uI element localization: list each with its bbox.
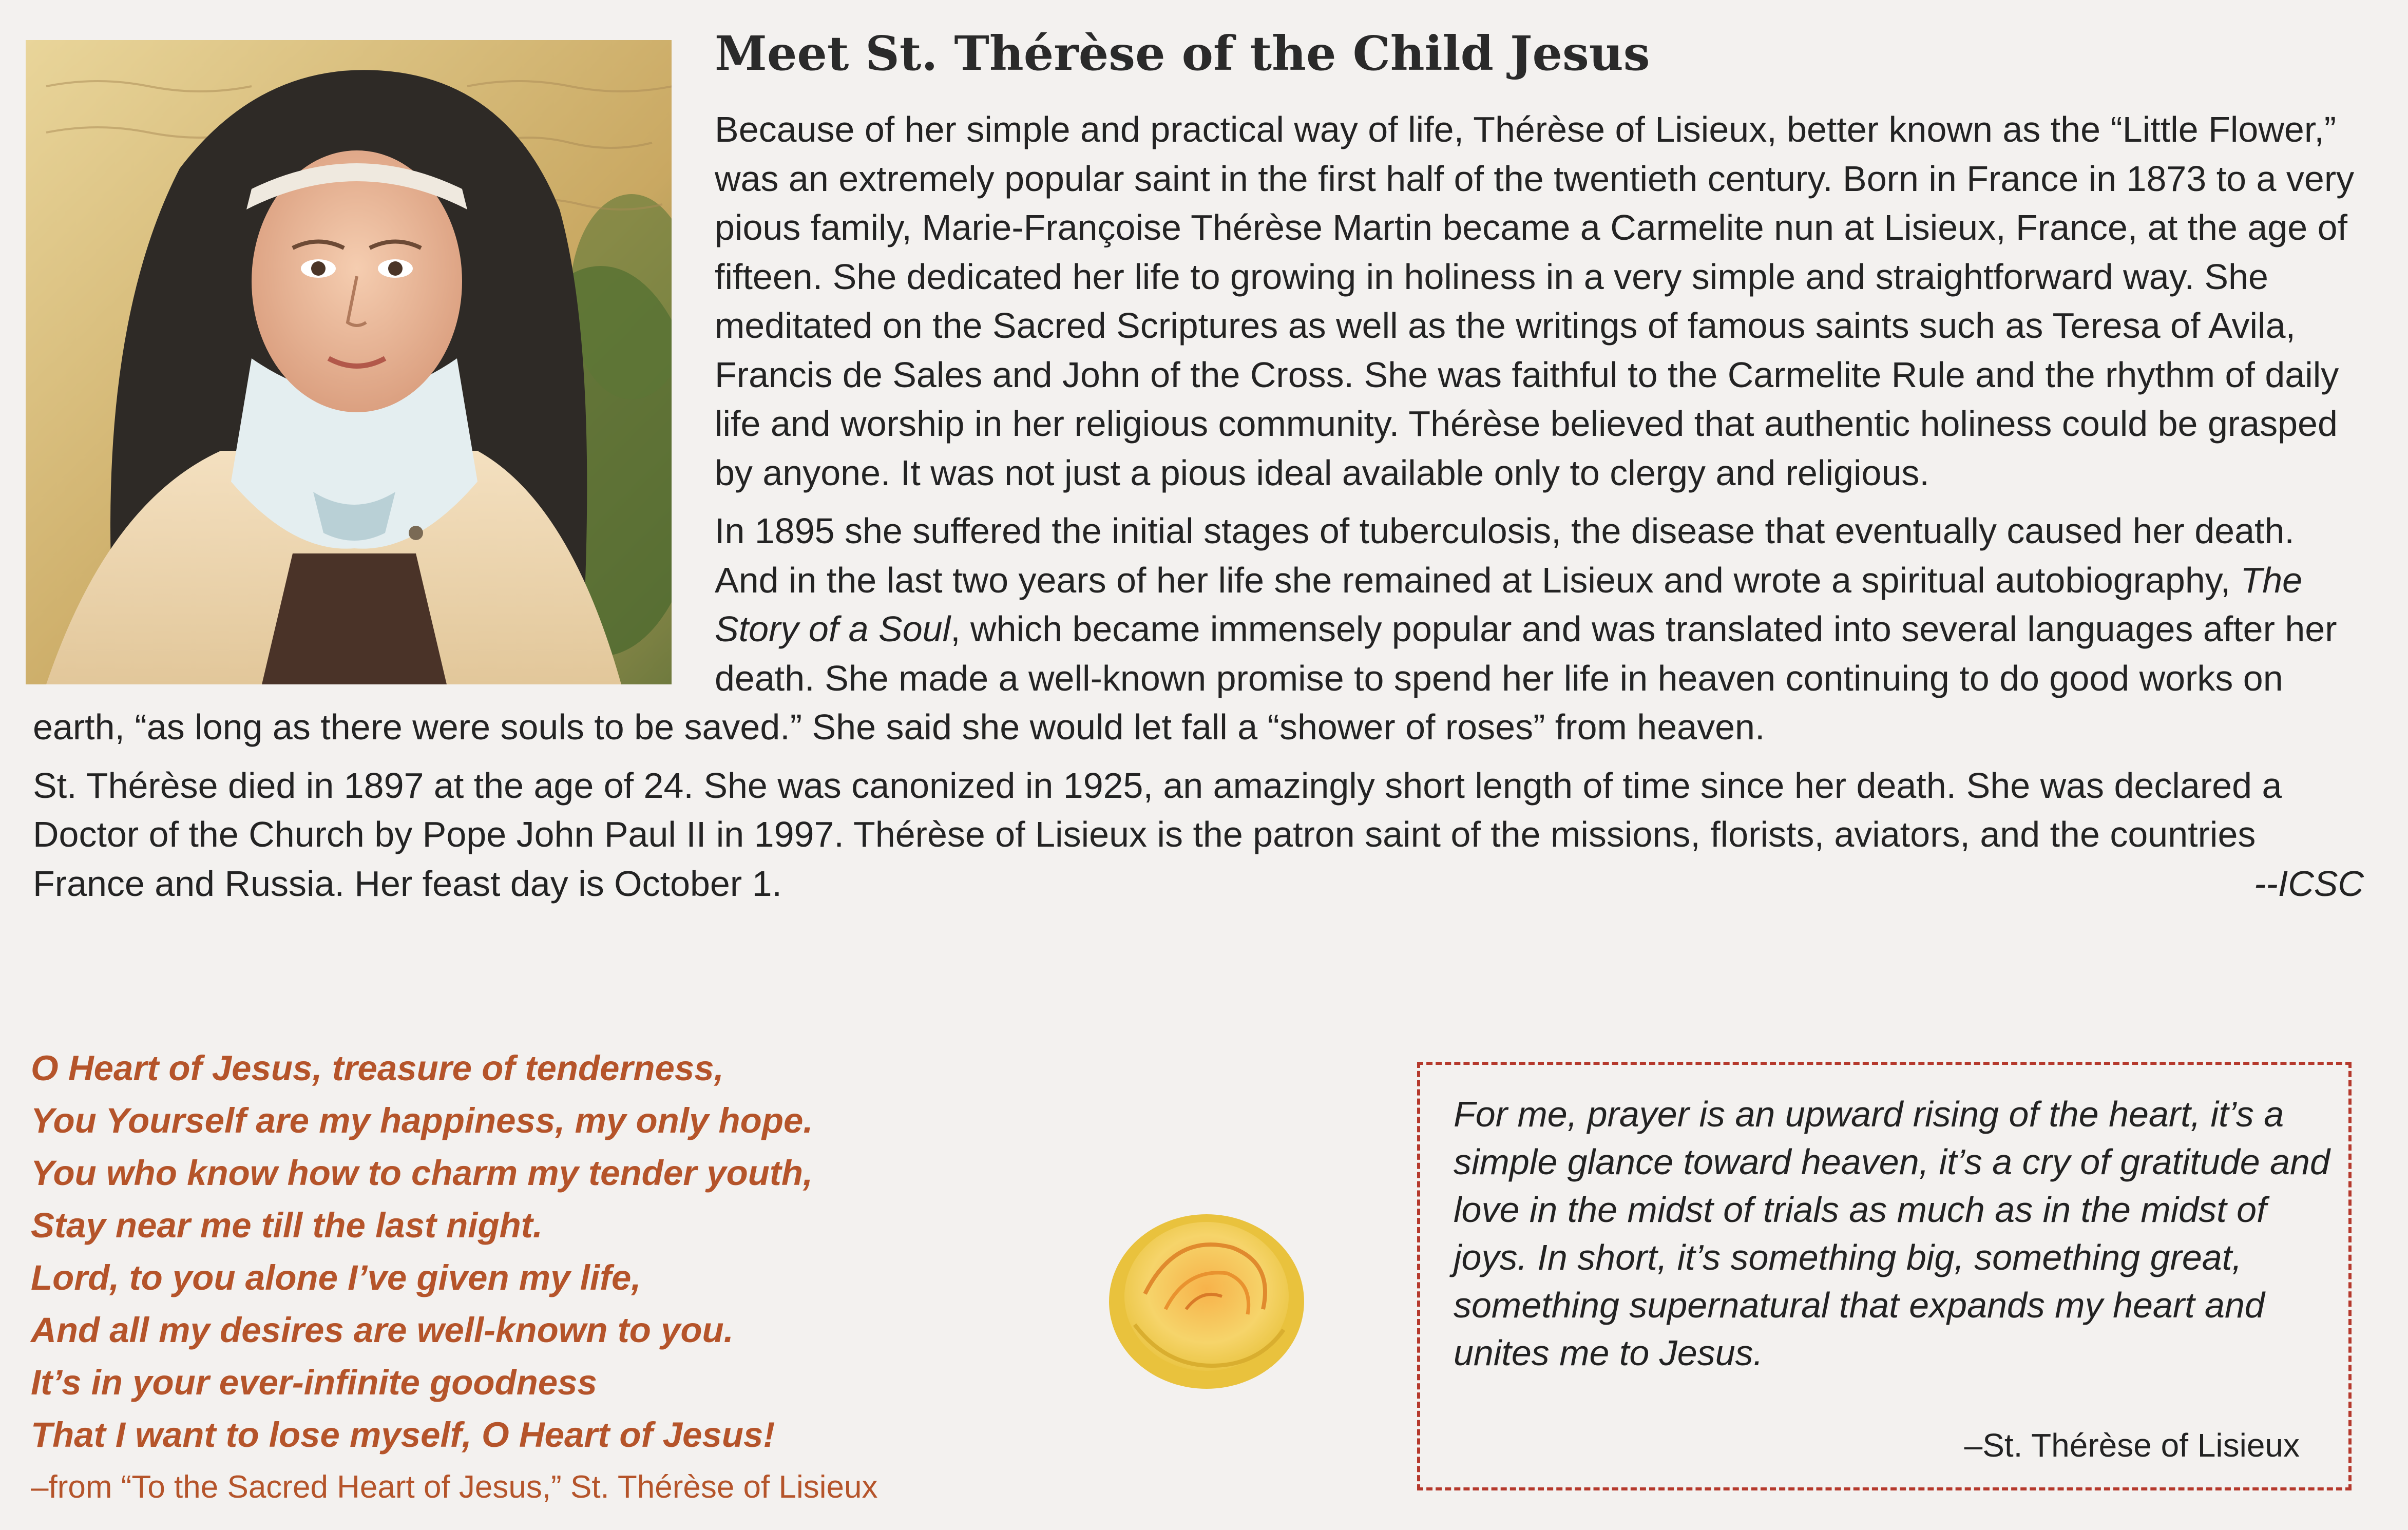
article-credit: --ICSC — [2254, 864, 2364, 904]
bio-paragraph-2-start: In 1895 she suffered the initial stages of tuberculosis, the disease that eventually caused her death. And in the last two years of her life she remained at Lisieux and wrote a spiritual autobiography, — [715, 511, 2295, 600]
prayer-line: It’s in your ever-infinite goodness — [31, 1363, 597, 1402]
prayer-line: And all my desires are well-known to you. — [31, 1310, 734, 1350]
bio-paragraph-2-end: , which became immensely popular and was translated into several languages after her death. She made a well-known promise to spend her life in heaven continuing to do good works on earth, “as long as there were souls to be saved.” She said she would let fall a “shower of roses” from heaven. — [33, 609, 2337, 747]
portrait-float-spacer — [33, 105, 715, 688]
bio-paragraph-3-text: St. Thérèse died in 1897 at the age of 24. She was canonized in 1925, an amazingly short length of time since her death. She was declared a Doctor of the Church by Pope John Paul II in 1997. Thérèse of Lisieux is the patron saint of the missions, florists, aviators, and the countries France and Russia. Her feast day is October 1. — [33, 765, 2282, 904]
prayer-line: You Yourself are my happiness, my only hope. — [31, 1101, 813, 1140]
prayer-source: –from “To the Sacred Heart of Jesus,” St. Thérèse of Lisieux — [31, 1469, 878, 1505]
prayer-block — [31, 1042, 1088, 1514]
quote-text: For me, prayer is an upward rising of the heart, it’s a simple glance toward heaven, it’s a cry of gratitude and love in the midst of trials as much as in the midst of joys. In short, it’s something big, something great, something supernatural that expands my heart and unites me to Jesus. — [1454, 1094, 2330, 1373]
prayer-line: Stay near me till the last night. — [31, 1206, 543, 1245]
book-title: The Story of a Soul — [715, 560, 2303, 649]
article-body — [33, 105, 2364, 909]
bio-paragraph-1: Because of her simple and practical way of life, Thérèse of Lisieux, better known as the “Little Flower,” was an extremely popular saint in the first half of the twentieth century. Born in France in 1873 to a very pious family, Marie-Françoise Thérèse Martin became a Carmelite nun at Lisieux, France, at the age of fifteen. She dedicated her life to growing in holiness in a very simple and straightforward way. She meditated on the Sacred Scriptures as well as the writings of famous saints such as Teresa of Avila, Francis de Sales and John of the Cross. She was faithful to the Carmelite Rule and the rhythm of daily life and worship in her religious community. Thérèse believed that authentic holiness could be grasped by anyone. It was not just a pious ideal available only to clergy and religious. — [715, 109, 2355, 493]
prayer-line: Lord, to you alone I’ve given my life, — [31, 1258, 641, 1297]
prayer-line: That I want to lose myself, O Heart of Jesus! — [31, 1415, 775, 1455]
yellow-rose-image — [1099, 1191, 1314, 1397]
quote-box — [1417, 1062, 2352, 1490]
prayer-line: O Heart of Jesus, treasure of tenderness, — [31, 1048, 724, 1088]
bleed-through-text — [1181, 1047, 1190, 1083]
quote-attribution: –St. Thérèse of Lisieux — [1964, 1427, 2300, 1464]
article-title: Meet St. Thérèse of the Child Jesus — [715, 26, 1650, 81]
prayer-line: You who know how to charm my tender youth, — [31, 1153, 813, 1193]
